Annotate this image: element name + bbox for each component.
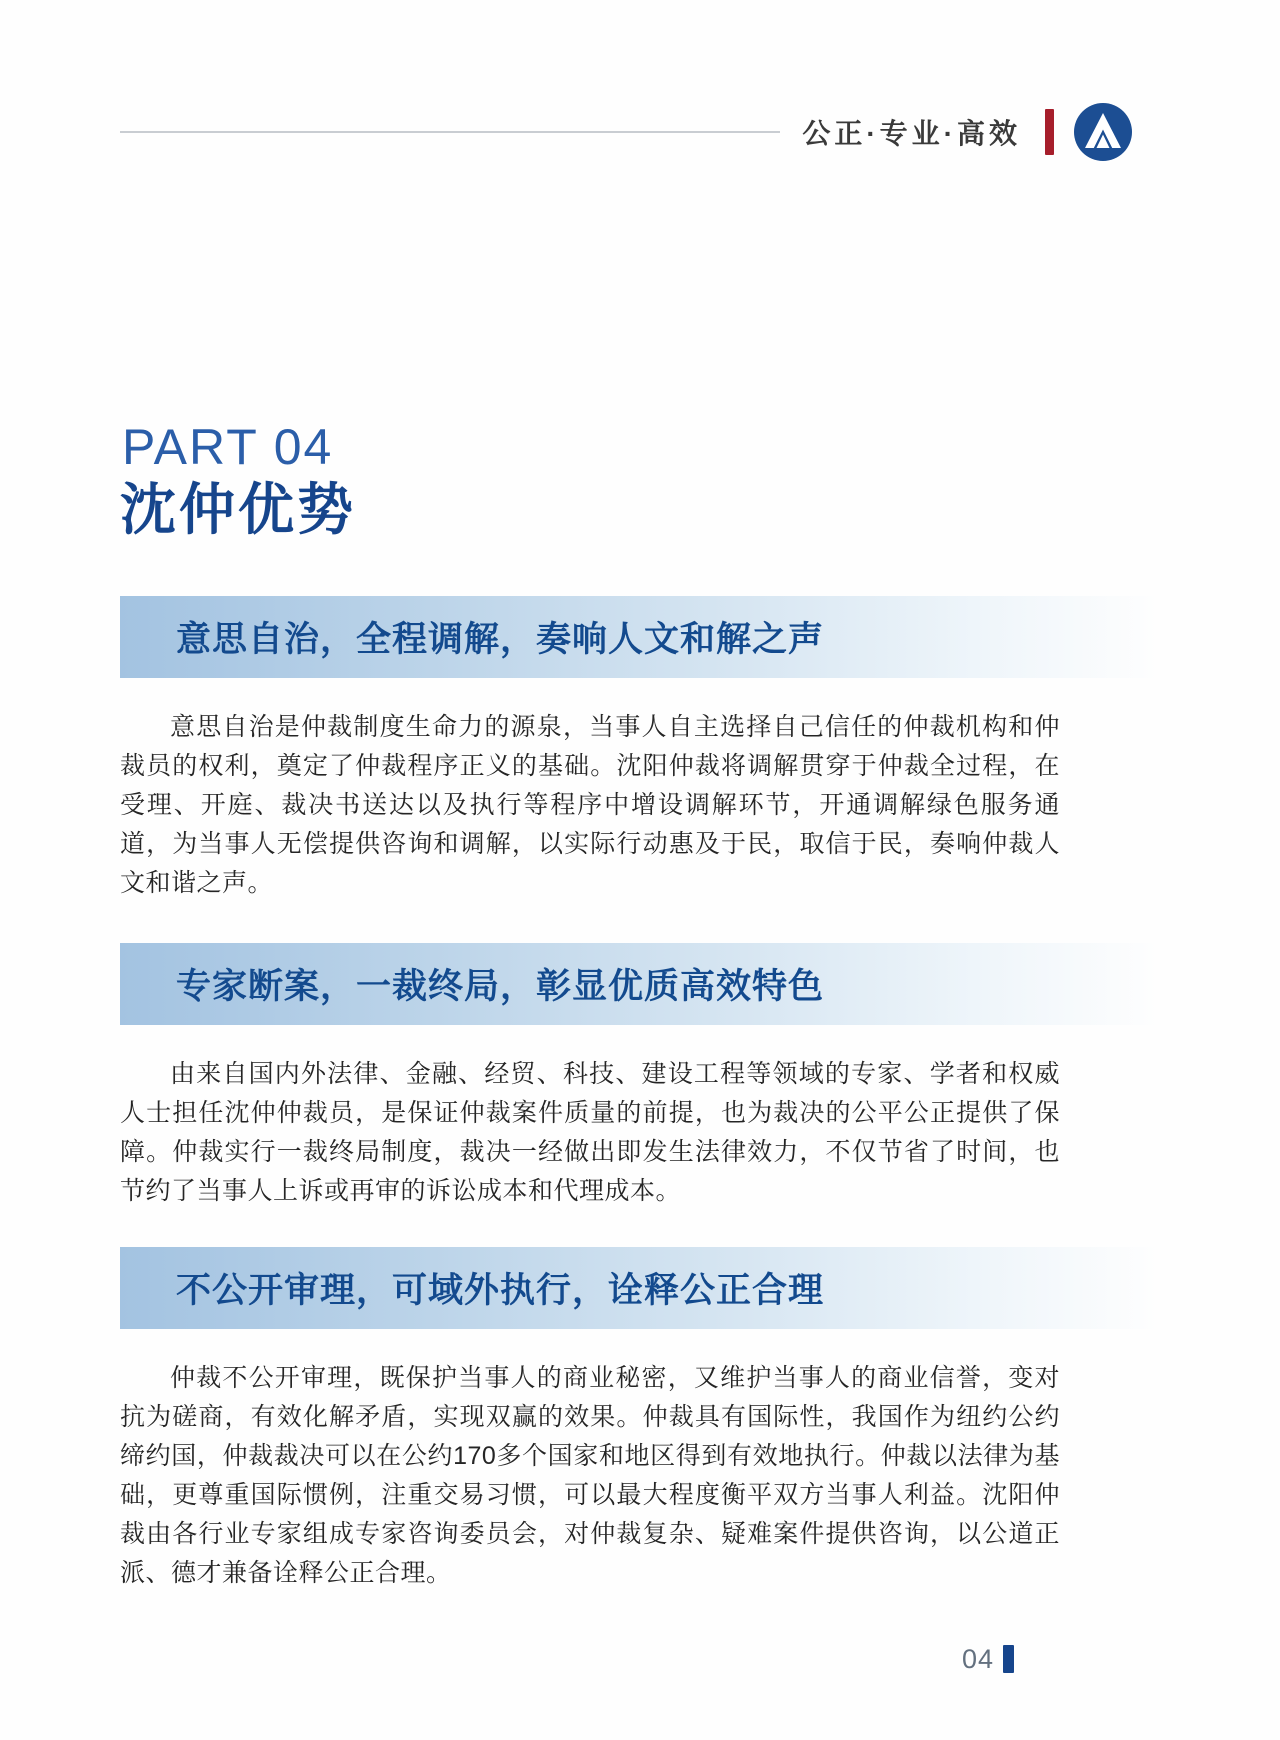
- header-rule: [120, 131, 780, 133]
- arbitration-commission-logo-icon: [1074, 103, 1132, 161]
- section-heading: 不公开审理，可域外执行，诠释公正合理: [176, 1271, 825, 1310]
- section-heading: 专家断案，一裁终局，彰显优质高效特色: [176, 967, 825, 1006]
- part-label: PART 04: [122, 419, 334, 475]
- section-heading: 意思自治，全程调解，奏响人文和解之声: [176, 620, 825, 659]
- section-paragraph: 仲裁不公开审理，既保护当事人的商业秘密，又维护当事人的商业信誉，变对抗为磋商，有效化解矛盾，实现双赢的效果。仲裁具有国际性，我国作为纽约公约缔约国，仲裁裁决可以在公约170多个国家和地区得到有效地执行。仲裁以法律为基础，更尊重国际惯例，注重交易习惯，可以最大程度衡平双方当事人利益。沈阳仲裁由各行业专家组成专家咨询委员会，对仲裁复杂、疑难案件提供咨询，以公道正派、德才兼备诠释公正合理。: [120, 1364, 1060, 1587]
- section-heading-banner: [120, 596, 1160, 678]
- section-heading-banner: [120, 943, 1160, 1025]
- page-footer: [962, 1644, 1014, 1674]
- section-experts: [120, 943, 1160, 1211]
- page-number-marker-icon: [1003, 1645, 1014, 1673]
- section-heading-banner: [120, 1247, 1160, 1329]
- section-paragraph: 由来自国内外法律、金融、经贸、科技、建设工程等领域的专家、学者和权威人士担任沈仲仲裁员，是保证仲裁案件质量的前提，也为裁决的公平公正提供了保障。仲裁实行一裁终局制度，裁决一经做出即发生法律效力，不仅节省了时间，也节约了当事人上诉或再审的诉讼成本和代理成本。: [120, 1060, 1060, 1205]
- section-mediation: [120, 596, 1160, 903]
- page-title: 沈仲优势: [120, 478, 356, 541]
- header-slogan: 公正·专业·高效: [802, 118, 1021, 149]
- page-number: 04: [962, 1643, 995, 1674]
- page-header: [120, 100, 1132, 164]
- section-confidential: [120, 1247, 1160, 1593]
- header-red-divider: [1045, 109, 1054, 155]
- section-paragraph: 意思自治是仲裁制度生命力的源泉，当事人自主选择自己信任的仲裁机构和仲裁员的权利，奠定了仲裁程序正义的基础。沈阳仲裁将调解贯穿于仲裁全过程，在受理、开庭、裁决书送达以及执行等程序中增设调解环节，开通调解绿色服务通道，为当事人无偿提供咨询和调解，以实际行动惠及于民，取信于民，奏响仲裁人文和谐之声。: [120, 713, 1060, 897]
